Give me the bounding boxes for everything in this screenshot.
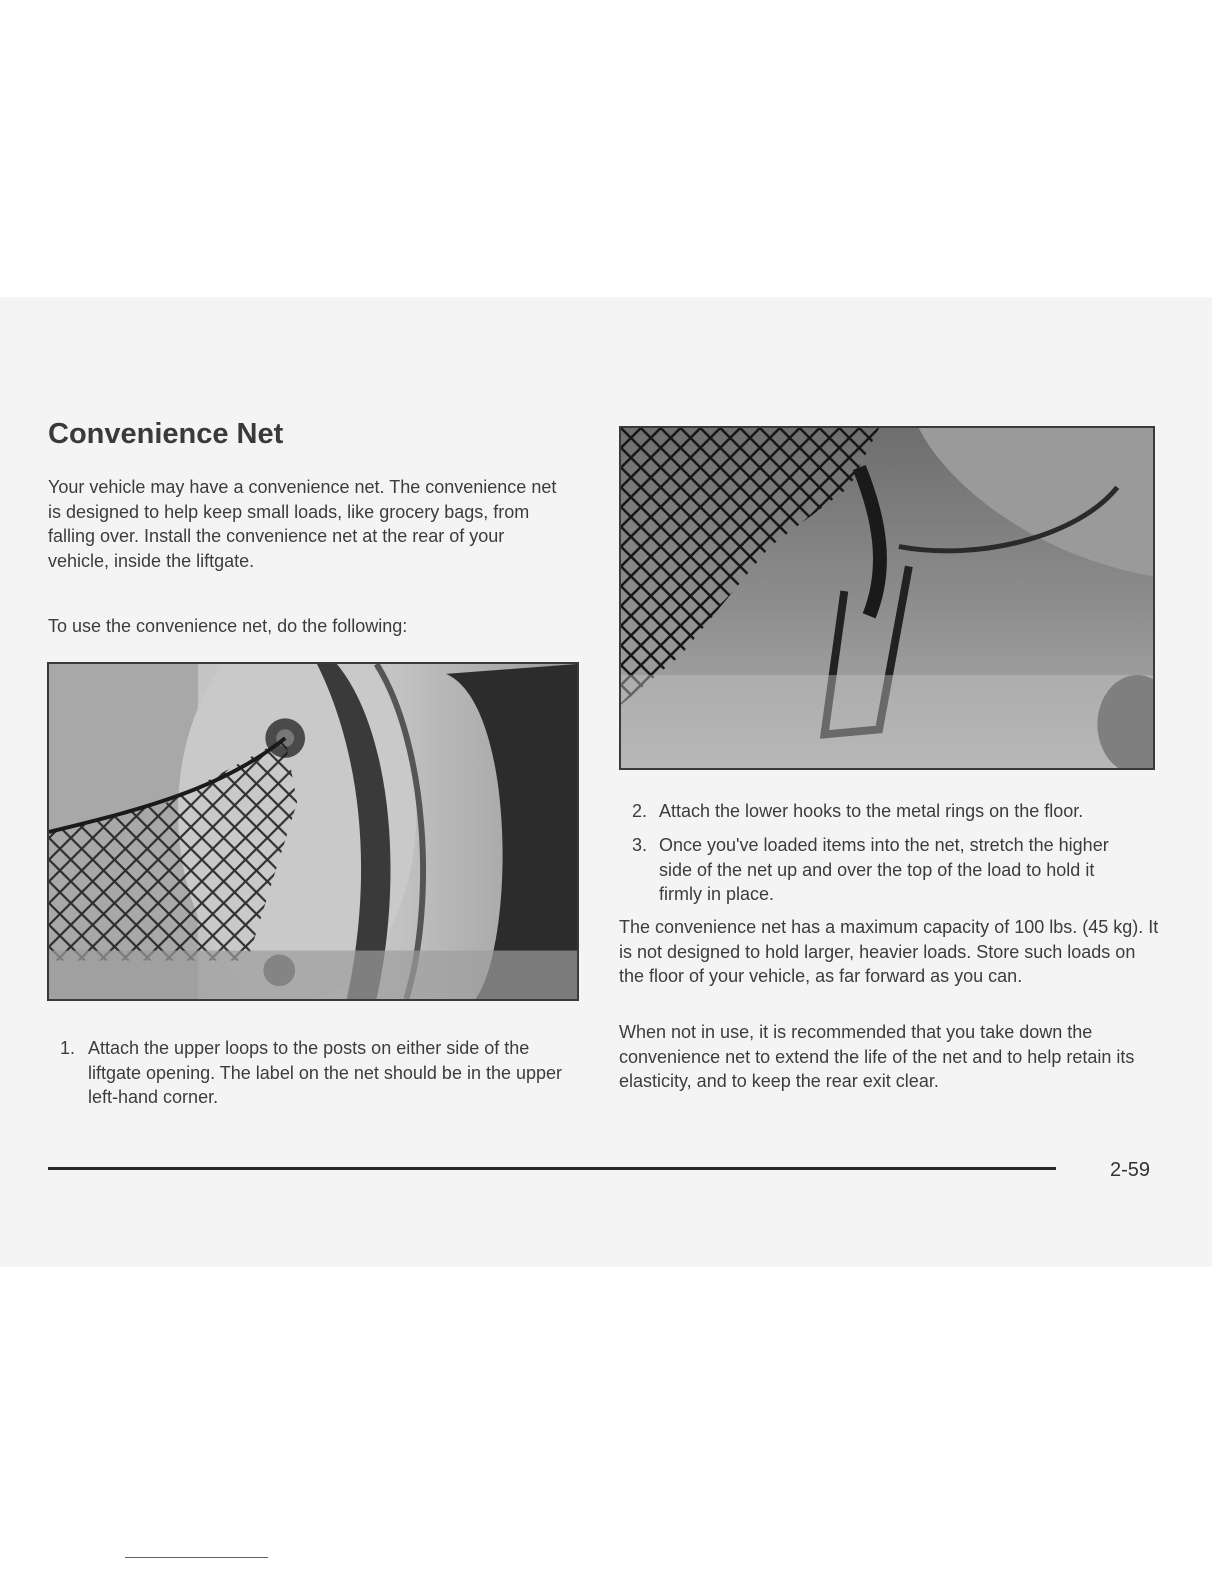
step-number: 1. xyxy=(60,1038,76,1058)
step-number: 2. xyxy=(632,801,648,821)
bottom-divider xyxy=(125,1557,268,1558)
step-1 xyxy=(60,1036,570,1116)
step-number: 3. xyxy=(632,835,648,855)
storage-paragraph: When not in use, it is recommended that you take down the convenience net to extend the life of the net and to help retain its elasticity, and to keep the rear exit clear. xyxy=(619,1022,1135,1091)
intro-paragraph: Your vehicle may have a convenience net. The convenience net is designed to help keep small loads, like grocery bags, from falling over. Install the convenience net at the rear of your vehicle, inside the liftgate. xyxy=(48,477,557,571)
footer-rule xyxy=(48,1167,1056,1170)
step-text: Attach the lower hooks to the metal rings on the floor. xyxy=(659,801,1084,821)
step-text: Attach the upper loops to the posts on either side of the liftgate opening. The label on the net should be in the upper left-hand corner. xyxy=(88,1038,563,1107)
step-text: Once you've loaded items into the net, stretch the higher side of the net up and over the top of the load to hold it firmly in place. xyxy=(659,835,1109,904)
instruction-paragraph: To use the convenience net, do the following: xyxy=(48,616,408,636)
step-3 xyxy=(632,833,1162,913)
page-number: 2-59 xyxy=(1110,1159,1151,1181)
liftgate-net-photo xyxy=(47,662,579,1001)
capacity-paragraph: The convenience net has a maximum capacity of 100 lbs. (45 kg). It is not designed to hold larger, heavier loads. Store such loads on the floor of your vehicle, as far forward as you can. xyxy=(619,917,1159,986)
section-heading: Convenience Net xyxy=(48,418,284,450)
floor-ring-photo xyxy=(619,426,1155,770)
step-2 xyxy=(632,799,1162,827)
